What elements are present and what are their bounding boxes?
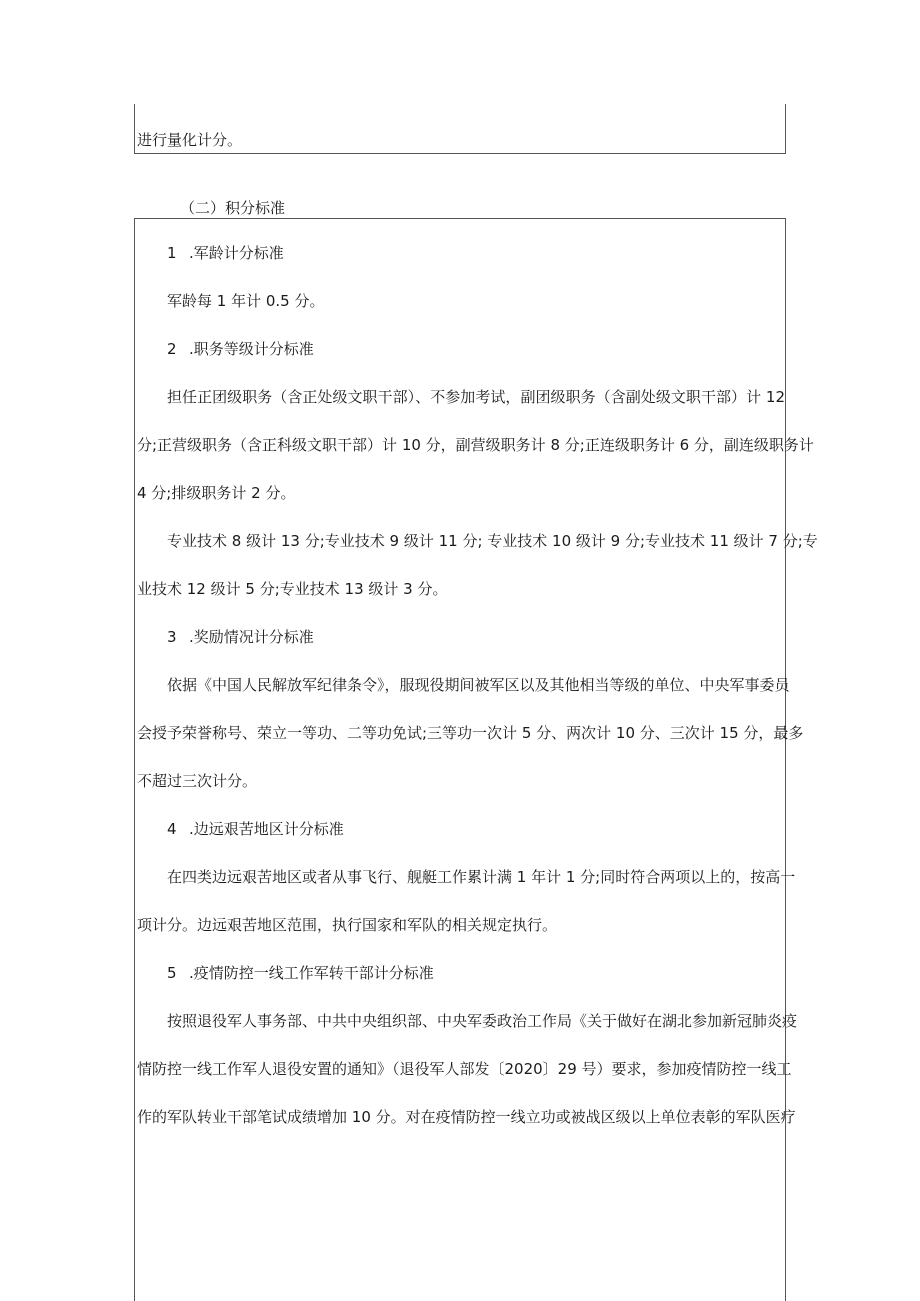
- item-number: 5: [167, 964, 177, 982]
- item-heading-text: .疫情防控一线工作军转干部计分标准: [189, 964, 434, 982]
- item-heading-text: .职务等级计分标准: [189, 340, 314, 358]
- item-number: 2: [167, 340, 177, 358]
- paragraph-line: 在四类边远艰苦地区或者从事飞行、舰艇工作累计满 1 年计 1 分;同时符合两项以上的，按高一: [167, 868, 796, 886]
- paragraph-line: 军龄每 1 年计 0.5 分。: [167, 292, 325, 310]
- paragraph-line: 担任正团级职务（含正处级文职干部）、不参加考试，副团级职务（含副处级文职干部）计 12: [167, 388, 785, 406]
- paragraph-line: 4 分;排级职务计 2 分。: [137, 484, 296, 502]
- scoring-standards-box: [134, 218, 818, 1301]
- paragraph-line: 项计分。边远艰苦地区范围，执行国家和军队的相关规定执行。: [137, 916, 558, 934]
- item-heading-2: [167, 337, 314, 361]
- item-heading-5: [167, 961, 434, 985]
- item-heading-text: .边远艰苦地区计分标准: [189, 820, 344, 838]
- item-heading-3: [167, 625, 314, 649]
- paragraph-line: 作的军队转业干部笔试成绩增加 10 分。对在疫情防控一线立功或被战区级以上单位表彰的军队医疗: [137, 1108, 796, 1126]
- paragraph-line: 分;正营级职务（含正科级文职干部）计 10 分，副营级职务计 8 分;正连级职务计 6 分，副连级职务计: [137, 436, 814, 454]
- paragraph-line: 情防控一线工作军人退役安置的通知》（退役军人部发〔2020〕29 号）要求，参加疫情防控一线工: [137, 1060, 792, 1078]
- paragraph-line: 依据《中国人民解放军纪律条令》，服现役期间被军区以及其他相当等级的单位、中央军事委员: [167, 676, 790, 694]
- paragraph-line: 不超过三次计分。: [137, 772, 258, 790]
- item-number: 4: [167, 820, 177, 838]
- item-heading-text: .奖励情况计分标准: [189, 628, 314, 646]
- paragraph-line: 专业技术 8 级计 13 分;专业技术 9 级计 11 分; 专业技术 10 级计 9 分;专业技术 11 级计 7 分;专: [167, 532, 818, 550]
- item-heading-4: [167, 817, 344, 841]
- item-heading-text: .军龄计分标准: [189, 244, 284, 262]
- previous-section-text: 进行量化计分。: [137, 131, 243, 149]
- paragraph-line: 按照退役军人事务部、中共中央组织部、中央军委政治工作局《关于做好在湖北参加新冠肺炎疫: [167, 1012, 798, 1030]
- item-number: 3: [167, 628, 177, 646]
- previous-section-box: [134, 104, 786, 154]
- item-number: 1: [167, 244, 177, 262]
- section-title: （二）积分标准: [180, 199, 286, 217]
- paragraph-line: 业技术 12 级计 5 分;专业技术 13 级计 3 分。: [137, 580, 448, 598]
- paragraph-line: 会授予荣誉称号、荣立一等功、二等功免试;三等功一次计 5 分、两次计 10 分、三次计 15 分，最多: [137, 724, 804, 742]
- item-heading-1: [167, 241, 284, 265]
